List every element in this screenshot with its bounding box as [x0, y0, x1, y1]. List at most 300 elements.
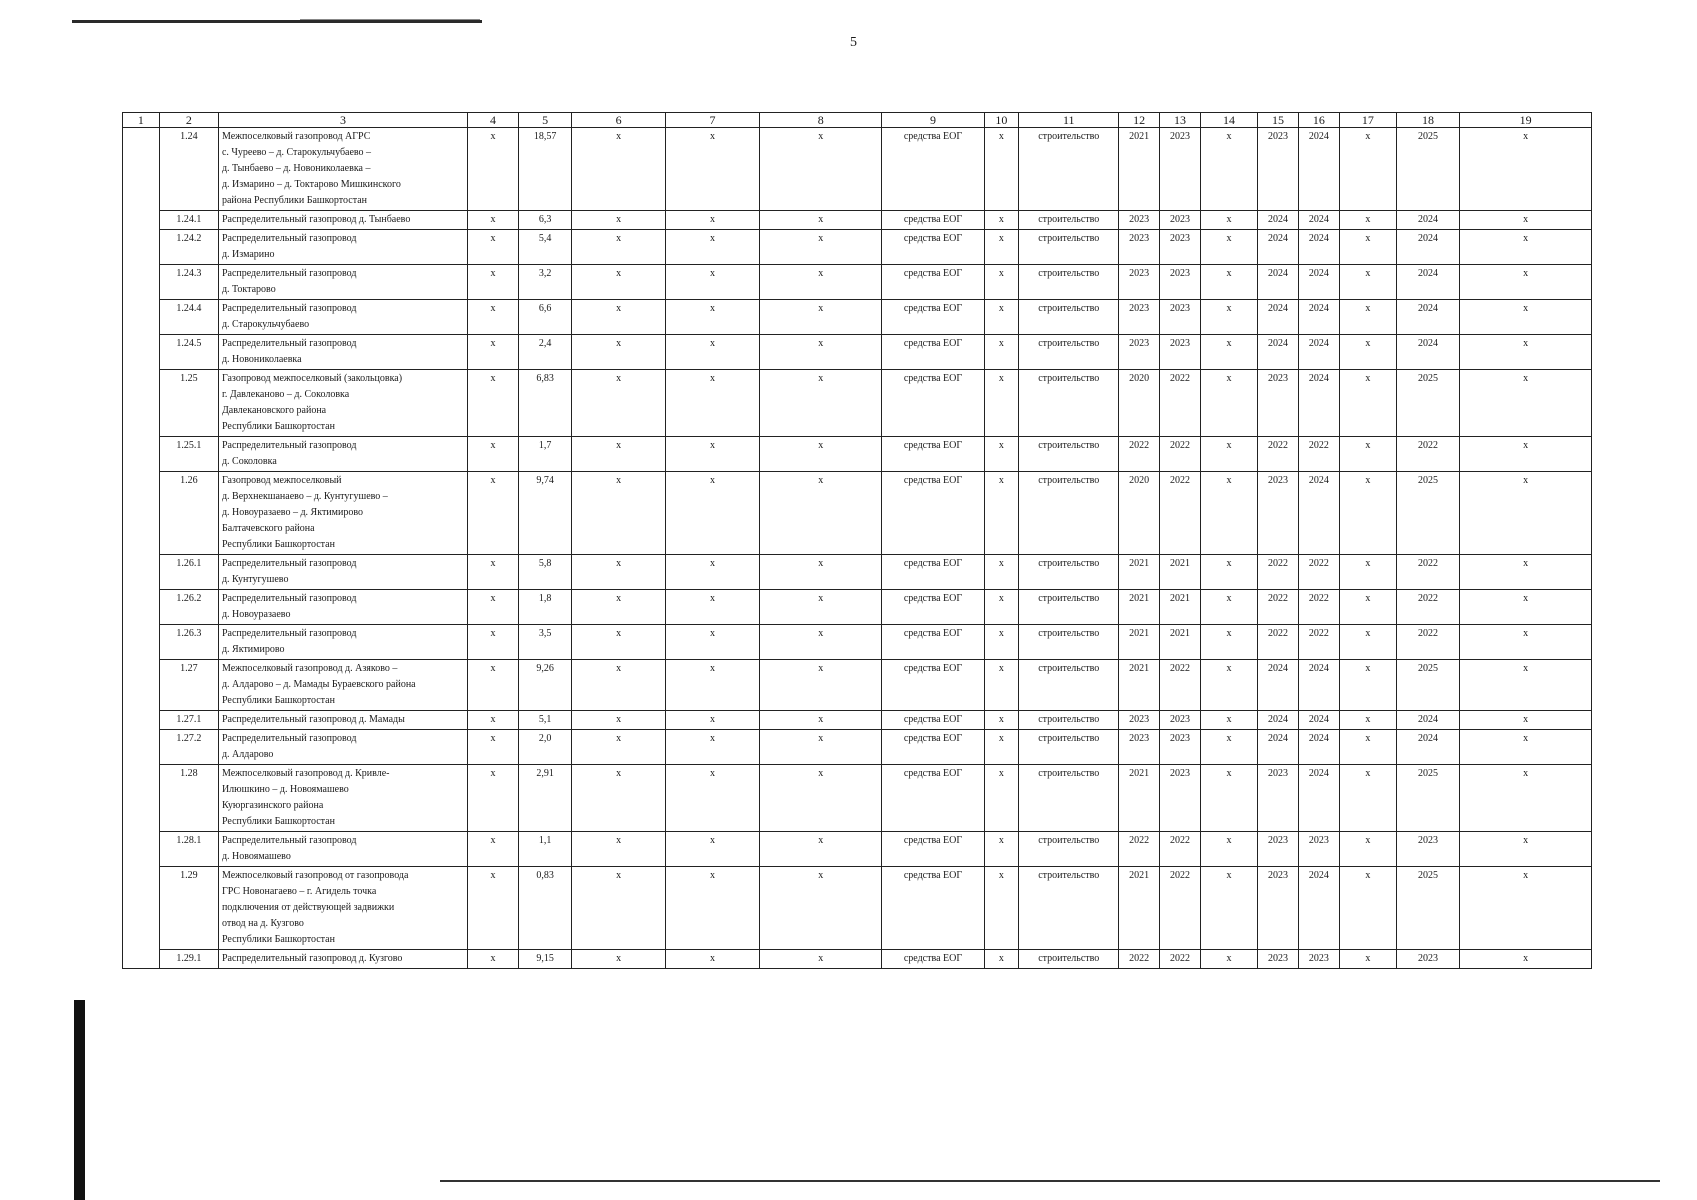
- cell-col-7: x: [666, 128, 760, 211]
- cell-col-16: 2024: [1298, 128, 1339, 211]
- cell-col-12: 2021: [1119, 765, 1160, 832]
- cell-col-12: 2022: [1119, 437, 1160, 472]
- cell-col-14: x: [1200, 128, 1257, 211]
- cell-col-19: x: [1460, 730, 1592, 765]
- cell-col-10: x: [984, 867, 1019, 950]
- cell-col-16: 2023: [1298, 832, 1339, 867]
- cell-col-14: x: [1200, 437, 1257, 472]
- cell-col-17: x: [1339, 590, 1396, 625]
- cell-col-8: x: [759, 370, 882, 437]
- cell-col-18: 2024: [1396, 730, 1459, 765]
- cell-col-11: строительство: [1019, 832, 1119, 867]
- cell-col-4: x: [468, 950, 519, 969]
- object-name: [218, 335, 467, 370]
- cell-col-11: строительство: [1019, 867, 1119, 950]
- table-row: [123, 625, 1592, 660]
- object-name-line: Распределительный газопровод: [221, 835, 357, 846]
- cell-col-5: 1,1: [519, 832, 572, 867]
- cell-col-13: 2021: [1160, 590, 1201, 625]
- object-name-line: Илюшкино – д. Новоямашево: [221, 784, 349, 795]
- row-number: 1.28.1: [159, 832, 218, 867]
- cell-col-14: x: [1200, 765, 1257, 832]
- cell-col-13: 2022: [1160, 950, 1201, 969]
- cell-col-19: x: [1460, 128, 1592, 211]
- object-name-line: д. Измарино: [221, 249, 275, 260]
- object-name-line: Межпоселковый газопровод АГРС: [221, 131, 371, 142]
- object-name-line: д. Измарино – д. Токтарово Мишкинского: [221, 179, 401, 190]
- scan-artifact-bottom-line: [440, 1180, 1660, 1182]
- cell-col-7: x: [666, 711, 760, 730]
- column-header-8: 8: [759, 113, 882, 128]
- object-name: [218, 625, 467, 660]
- cell-col-8: x: [759, 590, 882, 625]
- cell-col-7: x: [666, 867, 760, 950]
- cell-col-16: 2024: [1298, 335, 1339, 370]
- table-row: [123, 590, 1592, 625]
- cell-col-11: строительство: [1019, 730, 1119, 765]
- cell-col-10: x: [984, 437, 1019, 472]
- cell-col-16: 2024: [1298, 300, 1339, 335]
- cell-col-9: средства ЕОГ: [882, 128, 984, 211]
- cell-col-8: x: [759, 437, 882, 472]
- cell-col-9: средства ЕОГ: [882, 472, 984, 555]
- cell-col-15: 2023: [1258, 867, 1299, 950]
- cell-col-19: x: [1460, 265, 1592, 300]
- object-name-line: Давлекановского района: [221, 405, 327, 416]
- object-name: [218, 128, 467, 211]
- cell-col-13: 2022: [1160, 867, 1201, 950]
- object-name-line: Распределительный газопровод: [221, 233, 357, 244]
- cell-col-18: 2023: [1396, 832, 1459, 867]
- cell-col-17: x: [1339, 555, 1396, 590]
- table-row: [123, 370, 1592, 437]
- cell-col-7: x: [666, 765, 760, 832]
- cell-col-18: 2025: [1396, 867, 1459, 950]
- cell-col-8: x: [759, 335, 882, 370]
- cell-col-12: 2022: [1119, 950, 1160, 969]
- cell-col-17: x: [1339, 230, 1396, 265]
- object-name-line: Межпоселковый газопровод от газопровода: [221, 870, 409, 881]
- object-name-line: подключения от действующей задвижки: [221, 902, 395, 913]
- cell-col-16: 2024: [1298, 765, 1339, 832]
- cell-col-5: 5,4: [519, 230, 572, 265]
- cell-col-5: 9,74: [519, 472, 572, 555]
- object-name-line: Куюргазинского района: [221, 800, 324, 811]
- cell-col-4: x: [468, 335, 519, 370]
- cell-col-10: x: [984, 832, 1019, 867]
- cell-col-8: x: [759, 211, 882, 230]
- cell-col-13: 2023: [1160, 300, 1201, 335]
- cell-col-15: 2023: [1258, 472, 1299, 555]
- object-name: [218, 230, 467, 265]
- object-name: [218, 211, 467, 230]
- column-header-1: 1: [123, 113, 160, 128]
- column-header-10: 10: [984, 113, 1019, 128]
- cell-col-9: средства ЕОГ: [882, 660, 984, 711]
- cell-col-10: x: [984, 625, 1019, 660]
- cell-col-10: x: [984, 590, 1019, 625]
- cell-col-17: x: [1339, 867, 1396, 950]
- cell-col-19: x: [1460, 950, 1592, 969]
- cell-col-7: x: [666, 555, 760, 590]
- object-name-line: Республики Башкортостан: [221, 816, 335, 827]
- object-name-line: д. Яктимирово: [221, 644, 285, 655]
- cell-col-9: средства ЕОГ: [882, 370, 984, 437]
- cell-col-7: x: [666, 300, 760, 335]
- cell-col-16: 2024: [1298, 711, 1339, 730]
- cell-col-5: 1,8: [519, 590, 572, 625]
- object-name: [218, 711, 467, 730]
- cell-col-12: 2020: [1119, 472, 1160, 555]
- cell-col-10: x: [984, 265, 1019, 300]
- cell-col-7: x: [666, 211, 760, 230]
- cell-col-6: x: [572, 265, 666, 300]
- cell-col-19: x: [1460, 211, 1592, 230]
- cell-col-8: x: [759, 265, 882, 300]
- cell-col-13: 2023: [1160, 730, 1201, 765]
- cell-col-13: 2023: [1160, 230, 1201, 265]
- cell-col-7: x: [666, 265, 760, 300]
- cell-col-4: x: [468, 867, 519, 950]
- object-name-line: д. Новоуразаево – д. Яктимирово: [221, 507, 363, 518]
- cell-col-5: 5,8: [519, 555, 572, 590]
- cell-col-13: 2023: [1160, 711, 1201, 730]
- object-name-line: д. Тынбаево – д. Новониколаевка –: [221, 163, 371, 174]
- cell-col-17: x: [1339, 950, 1396, 969]
- cell-col-4: x: [468, 300, 519, 335]
- table-row: [123, 437, 1592, 472]
- cell-col-9: средства ЕОГ: [882, 625, 984, 660]
- cell-col-4: x: [468, 472, 519, 555]
- cell-col-16: 2024: [1298, 265, 1339, 300]
- cell-col-4: x: [468, 590, 519, 625]
- cell-col-9: средства ЕОГ: [882, 832, 984, 867]
- cell-col-15: 2022: [1258, 590, 1299, 625]
- row-number: 1.27.2: [159, 730, 218, 765]
- cell-col-5: 1,7: [519, 437, 572, 472]
- cell-col-9: средства ЕОГ: [882, 765, 984, 832]
- table-row: [123, 472, 1592, 555]
- cell-col-19: x: [1460, 555, 1592, 590]
- column-header-5: 5: [519, 113, 572, 128]
- cell-col-11: строительство: [1019, 950, 1119, 969]
- object-name-line: Распределительный газопровод: [221, 303, 357, 314]
- cell-col-7: x: [666, 370, 760, 437]
- cell-col-14: x: [1200, 590, 1257, 625]
- cell-col-8: x: [759, 555, 882, 590]
- cell-col-14: x: [1200, 211, 1257, 230]
- cell-col-5: 3,2: [519, 265, 572, 300]
- cell-col-19: x: [1460, 230, 1592, 265]
- object-name-line: Межпоселковый газопровод д. Азяково –: [221, 663, 398, 674]
- row-number: 1.28: [159, 765, 218, 832]
- cell-col-4: x: [468, 832, 519, 867]
- cell-col-7: x: [666, 660, 760, 711]
- cell-col-15: 2023: [1258, 128, 1299, 211]
- cell-col-14: x: [1200, 472, 1257, 555]
- row-number: 1.24: [159, 128, 218, 211]
- cell-col-17: x: [1339, 300, 1396, 335]
- cell-col-17: x: [1339, 265, 1396, 300]
- cell-col-7: x: [666, 230, 760, 265]
- cell-col-11: строительство: [1019, 335, 1119, 370]
- table-body: [123, 113, 1592, 969]
- cell-col-6: x: [572, 211, 666, 230]
- cell-col-14: x: [1200, 730, 1257, 765]
- cell-col-5: 3,5: [519, 625, 572, 660]
- cell-col-15: 2024: [1258, 711, 1299, 730]
- table-row: [123, 660, 1592, 711]
- row-number: 1.29.1: [159, 950, 218, 969]
- cell-col-15: 2024: [1258, 211, 1299, 230]
- cell-col-5: 9,15: [519, 950, 572, 969]
- cell-col-17: x: [1339, 128, 1396, 211]
- cell-col-12: 2020: [1119, 370, 1160, 437]
- cell-col-5: 2,91: [519, 765, 572, 832]
- cell-col-6: x: [572, 765, 666, 832]
- cell-col-7: x: [666, 625, 760, 660]
- object-name-line: д. Кунтугушево: [221, 574, 289, 585]
- object-name-line: Республики Башкортостан: [221, 539, 335, 550]
- cell-col-4: x: [468, 730, 519, 765]
- object-name-line: д. Старокульчубаево: [221, 319, 310, 330]
- column-header-13: 13: [1160, 113, 1201, 128]
- object-name-line: Распределительный газопровод: [221, 593, 357, 604]
- table-row: [123, 832, 1592, 867]
- cell-col-11: строительство: [1019, 300, 1119, 335]
- cell-col-12: 2023: [1119, 335, 1160, 370]
- object-name-line: Республики Башкортостан: [221, 934, 335, 945]
- cell-col-17: x: [1339, 335, 1396, 370]
- cell-col-13: 2022: [1160, 472, 1201, 555]
- cell-col-8: x: [759, 300, 882, 335]
- cell-col-15: 2023: [1258, 950, 1299, 969]
- cell-col-18: 2024: [1396, 335, 1459, 370]
- object-name-line: Распределительный газопровод: [221, 628, 357, 639]
- cell-col-10: x: [984, 128, 1019, 211]
- cell-col-8: x: [759, 128, 882, 211]
- row-number: 1.24.1: [159, 211, 218, 230]
- cell-col-17: x: [1339, 370, 1396, 437]
- row-number: 1.24.4: [159, 300, 218, 335]
- cell-col-4: x: [468, 211, 519, 230]
- cell-col-6: x: [572, 555, 666, 590]
- cell-col-19: x: [1460, 625, 1592, 660]
- table-row: [123, 950, 1592, 969]
- cell-col-14: x: [1200, 265, 1257, 300]
- cell-col-13: 2021: [1160, 625, 1201, 660]
- cell-col-15: 2024: [1258, 660, 1299, 711]
- cell-col-6: x: [572, 590, 666, 625]
- cell-col-4: x: [468, 765, 519, 832]
- object-name: [218, 300, 467, 335]
- cell-col-17: x: [1339, 832, 1396, 867]
- cell-col-4: x: [468, 625, 519, 660]
- cell-col-17: x: [1339, 711, 1396, 730]
- column-header-15: 15: [1258, 113, 1299, 128]
- object-name-line: отвод на д. Кузгово: [221, 918, 304, 929]
- cell-col-10: x: [984, 660, 1019, 711]
- cell-col-6: x: [572, 730, 666, 765]
- cell-col-7: x: [666, 730, 760, 765]
- cell-col-9: средства ЕОГ: [882, 590, 984, 625]
- cell-col-6: x: [572, 128, 666, 211]
- object-name: [218, 370, 467, 437]
- object-name-line: ГРС Новонагаево – г. Агидель точка: [221, 886, 377, 897]
- object-name: [218, 660, 467, 711]
- row-number: 1.26: [159, 472, 218, 555]
- object-name: [218, 832, 467, 867]
- cell-col-15: 2024: [1258, 230, 1299, 265]
- cell-col-13: 2022: [1160, 437, 1201, 472]
- cell-col-7: x: [666, 437, 760, 472]
- column-header-12: 12: [1119, 113, 1160, 128]
- table-row: [123, 230, 1592, 265]
- column-header-14: 14: [1200, 113, 1257, 128]
- cell-col-19: x: [1460, 472, 1592, 555]
- row-number: 1.27.1: [159, 711, 218, 730]
- cell-col-12: 2021: [1119, 590, 1160, 625]
- object-name: [218, 265, 467, 300]
- object-name-line: г. Давлеканово – д. Соколовка: [221, 389, 350, 400]
- object-name: [218, 730, 467, 765]
- cell-col-12: 2023: [1119, 730, 1160, 765]
- row-number: 1.26.1: [159, 555, 218, 590]
- cell-col-4: x: [468, 230, 519, 265]
- row-number: 1.25: [159, 370, 218, 437]
- row-number: 1.24.2: [159, 230, 218, 265]
- table-row: [123, 765, 1592, 832]
- cell-col-10: x: [984, 765, 1019, 832]
- cell-col-4: x: [468, 128, 519, 211]
- cell-col-9: средства ЕОГ: [882, 265, 984, 300]
- cell-col-18: 2025: [1396, 472, 1459, 555]
- cell-col-9: средства ЕОГ: [882, 867, 984, 950]
- cell-col-19: x: [1460, 437, 1592, 472]
- cell-col-19: x: [1460, 711, 1592, 730]
- cell-col-8: x: [759, 660, 882, 711]
- cell-col-18: 2022: [1396, 555, 1459, 590]
- cell-col-11: строительство: [1019, 660, 1119, 711]
- cell-col-18: 2022: [1396, 625, 1459, 660]
- cell-col-13: 2023: [1160, 265, 1201, 300]
- cell-col-6: x: [572, 950, 666, 969]
- cell-col-16: 2024: [1298, 472, 1339, 555]
- cell-col-12: 2021: [1119, 555, 1160, 590]
- cell-col-5: 6,83: [519, 370, 572, 437]
- cell-col-18: 2025: [1396, 765, 1459, 832]
- cell-col-12: 2022: [1119, 832, 1160, 867]
- cell-col-6: x: [572, 832, 666, 867]
- column-header-4: 4: [468, 113, 519, 128]
- table-row: [123, 555, 1592, 590]
- row-number: 1.26.2: [159, 590, 218, 625]
- cell-col-15: 2023: [1258, 765, 1299, 832]
- object-name-line: Распределительный газопровод: [221, 338, 357, 349]
- cell-col-19: x: [1460, 300, 1592, 335]
- table-row: [123, 211, 1592, 230]
- cell-col-13: 2022: [1160, 370, 1201, 437]
- cell-col-14: x: [1200, 625, 1257, 660]
- cell-col-8: x: [759, 625, 882, 660]
- cell-col-14: x: [1200, 867, 1257, 950]
- cell-col-11: строительство: [1019, 472, 1119, 555]
- cell-col-13: 2022: [1160, 660, 1201, 711]
- cell-col-18: 2024: [1396, 230, 1459, 265]
- cell-col-5: 0,83: [519, 867, 572, 950]
- cell-col-14: x: [1200, 950, 1257, 969]
- object-name-line: д. Новоуразаево: [221, 609, 291, 620]
- object-name-line: Республики Башкортостан: [221, 695, 335, 706]
- object-name: [218, 437, 467, 472]
- cell-col-8: x: [759, 472, 882, 555]
- cell-col-11: строительство: [1019, 370, 1119, 437]
- cell-col-18: 2023: [1396, 950, 1459, 969]
- cell-col-11: строительство: [1019, 765, 1119, 832]
- cell-col-11: строительство: [1019, 625, 1119, 660]
- cell-col-13: 2023: [1160, 335, 1201, 370]
- cell-col-16: 2024: [1298, 230, 1339, 265]
- cell-col-11: строительство: [1019, 265, 1119, 300]
- cell-col-5: 2,4: [519, 335, 572, 370]
- table-row: [123, 265, 1592, 300]
- cell-col-6: x: [572, 437, 666, 472]
- cell-col-12: 2023: [1119, 230, 1160, 265]
- cell-col-13: 2023: [1160, 765, 1201, 832]
- row-number: 1.26.3: [159, 625, 218, 660]
- cell-col-7: x: [666, 950, 760, 969]
- cell-col-17: x: [1339, 660, 1396, 711]
- cell-col-17: x: [1339, 437, 1396, 472]
- table-row: [123, 335, 1592, 370]
- cell-col-15: 2024: [1258, 335, 1299, 370]
- cell-col-16: 2024: [1298, 867, 1339, 950]
- cell-col-14: x: [1200, 230, 1257, 265]
- table-row: [123, 128, 1592, 211]
- cell-col-5: 2,0: [519, 730, 572, 765]
- cell-col-19: x: [1460, 370, 1592, 437]
- cell-col-16: 2022: [1298, 555, 1339, 590]
- cell-col-4: x: [468, 555, 519, 590]
- column-header-2: 2: [159, 113, 218, 128]
- cell-col-1: [123, 128, 160, 969]
- cell-col-14: x: [1200, 335, 1257, 370]
- cell-col-12: 2021: [1119, 660, 1160, 711]
- cell-col-19: x: [1460, 335, 1592, 370]
- cell-col-18: 2024: [1396, 300, 1459, 335]
- object-name-line: Газопровод межпоселковый (закольцовка): [221, 373, 403, 384]
- object-name-line: Межпоселковый газопровод д. Кривле-: [221, 768, 390, 779]
- cell-col-14: x: [1200, 660, 1257, 711]
- cell-col-9: средства ЕОГ: [882, 555, 984, 590]
- cell-col-12: 2021: [1119, 625, 1160, 660]
- cell-col-19: x: [1460, 660, 1592, 711]
- cell-col-5: 6,6: [519, 300, 572, 335]
- cell-col-8: x: [759, 765, 882, 832]
- object-name-line: Распределительный газопровод д. Тынбаево: [221, 214, 411, 225]
- scan-artifact-top-line-thin: [300, 19, 480, 20]
- cell-col-6: x: [572, 300, 666, 335]
- cell-col-12: 2021: [1119, 128, 1160, 211]
- object-name-line: д. Новониколаевка: [221, 354, 302, 365]
- cell-col-14: x: [1200, 711, 1257, 730]
- cell-col-6: x: [572, 370, 666, 437]
- row-number: 1.25.1: [159, 437, 218, 472]
- cell-col-11: строительство: [1019, 211, 1119, 230]
- scan-artifact-left-bar: [74, 1000, 85, 1200]
- cell-col-15: 2022: [1258, 555, 1299, 590]
- cell-col-9: средства ЕОГ: [882, 730, 984, 765]
